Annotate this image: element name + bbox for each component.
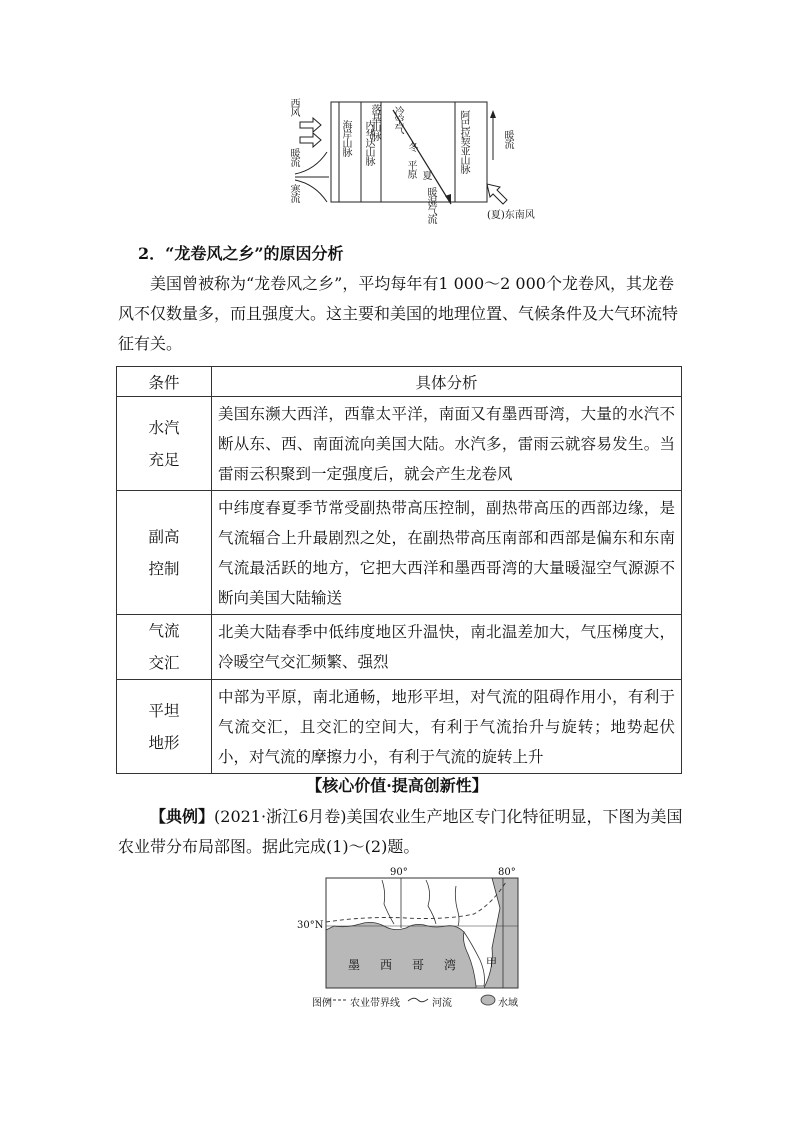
section-heading: 2．“龙卷风之乡”的原因分析 [138,244,344,263]
legend-river-label: 河流 [432,998,452,1009]
table-row [117,680,682,774]
condition-line: 气流 [148,622,180,640]
climate-diagram [275,92,545,242]
analysis-cell: 中部为平原，南北通畅，地形平坦，对气流的阻碍作用小，有利于气流交汇，且交汇的空间大，有利于气流抬升与旋转；地势起伏小，对气流的摩擦力小，有利于气流的旋转上升 [212,680,682,774]
table-row [117,491,682,615]
gulf-char: 哥 [412,958,425,972]
condition-cell [117,397,212,491]
header-analysis: 具体分析 [212,367,682,397]
table-row [117,615,682,680]
cold-current-curve [295,180,327,202]
legend-river-mark [408,998,428,1002]
intro-paragraph: 美国曾被称为“龙卷风之乡”，平均每年有1 000～2 000个龙卷风，其龙卷风不仅数量多，而且强度大。这主要和美国的地理位置、气候条件及大气环流特征有关。 [118,274,679,353]
condition-cell [117,680,212,774]
lon-90-label: 90° [390,867,408,878]
lon-80-label: 80° [498,867,516,878]
west-wind-label: 西风 [288,98,299,116]
table-row [117,397,682,491]
appalachian-label: 阿巴拉契亚山脉 [458,110,469,173]
legend-belt-label: 农业带界线 [350,998,400,1009]
atlantic-water [484,878,518,988]
plain-label: 平原 [405,160,416,178]
agri-belt-line [326,882,506,922]
condition-line: 平坦 [148,701,180,720]
rocky-mountains-label: 落基山脉 [369,104,380,140]
map-shapes [296,868,536,1013]
lat-30-label: 30°N [297,920,324,931]
core-value-heading: 【核心价值·提高创新性】 [306,776,488,795]
analysis-table [116,366,682,774]
agriculture-belt-map [296,868,536,1013]
west-wind-arrow-1 [300,118,321,132]
condition-cell [117,615,212,680]
warm-current-left-label: 暖流 [288,148,299,166]
river-2 [426,880,436,924]
warm-current-curve [295,152,327,174]
warm-wet-air-label: 暖湿气流 [425,187,436,223]
summer-label: 夏 [420,170,431,179]
condition-line: 交汇 [148,654,180,672]
southeast-wind-label: (夏)东南风 [487,210,535,221]
legend-water-mark [481,995,495,1005]
header-condition: 条件 [117,367,212,397]
example-text: (2021·浙江6月卷)美国农业生产地区专门化特征明显，下图为美国农业带分布局部图。据此完成(1)～(2)题。 [118,807,683,856]
cold-current-label: 寒流 [288,184,299,202]
analysis-cell: 北美大陆春季中低纬度地区升温快，南北温差加大，气压梯度大，冷暖空气交汇频繁、强烈 [212,615,682,680]
west-wind-arrow-2 [300,133,321,147]
analysis-cell: 美国东濒大西洋，西靠太平洋，南面又有墨西哥湾，大量的水汽不断从东、西、南面流向美国大陆。水汽多，雷雨云就容易发生。当雷雨云积聚到一定强度后，就会产生龙卷风 [212,397,682,491]
condition-line: 副高 [148,527,180,546]
warm-current-right-label: 暖流 [502,130,513,148]
coast-range-label: 海岸山脉 [340,120,351,156]
condition-cell [117,491,212,615]
example-paragraph [118,802,684,862]
table-header-row [117,367,682,397]
southeast-wind-arrow [487,184,507,204]
jia-label: 甲 [486,956,497,969]
condition-line: 控制 [148,559,180,578]
cold-air-label: 冷空气 [392,106,403,133]
condition-line: 水汽 [148,418,180,437]
analysis-cell: 中纬度春夏季节常受副热带高压控制，副热带高压的西部边缘，是气流辐合上升最剧烈之处，在副热带高压南部和西部是偏东和东南气流最活跃的地方，它把大西洋和墨西哥湾的大量暖湿空气源源不断向美国大陆输送 [212,491,682,615]
winter-label: 冬 [406,142,417,151]
example-label: 【典例】 [150,807,215,826]
river-3 [455,886,459,926]
right-warm-current-head [490,110,496,118]
sierra-nevada-label: 内华达山脉 [363,120,374,165]
legend-prefix: 图例 [312,998,332,1009]
condition-line: 地形 [148,733,180,752]
gulf-char: 西 [380,958,393,972]
legend-water-label: 水域 [498,998,518,1009]
gulf-char: 湾 [444,958,457,972]
condition-line: 充足 [148,450,180,469]
gulf-char: 墨 [348,958,361,972]
